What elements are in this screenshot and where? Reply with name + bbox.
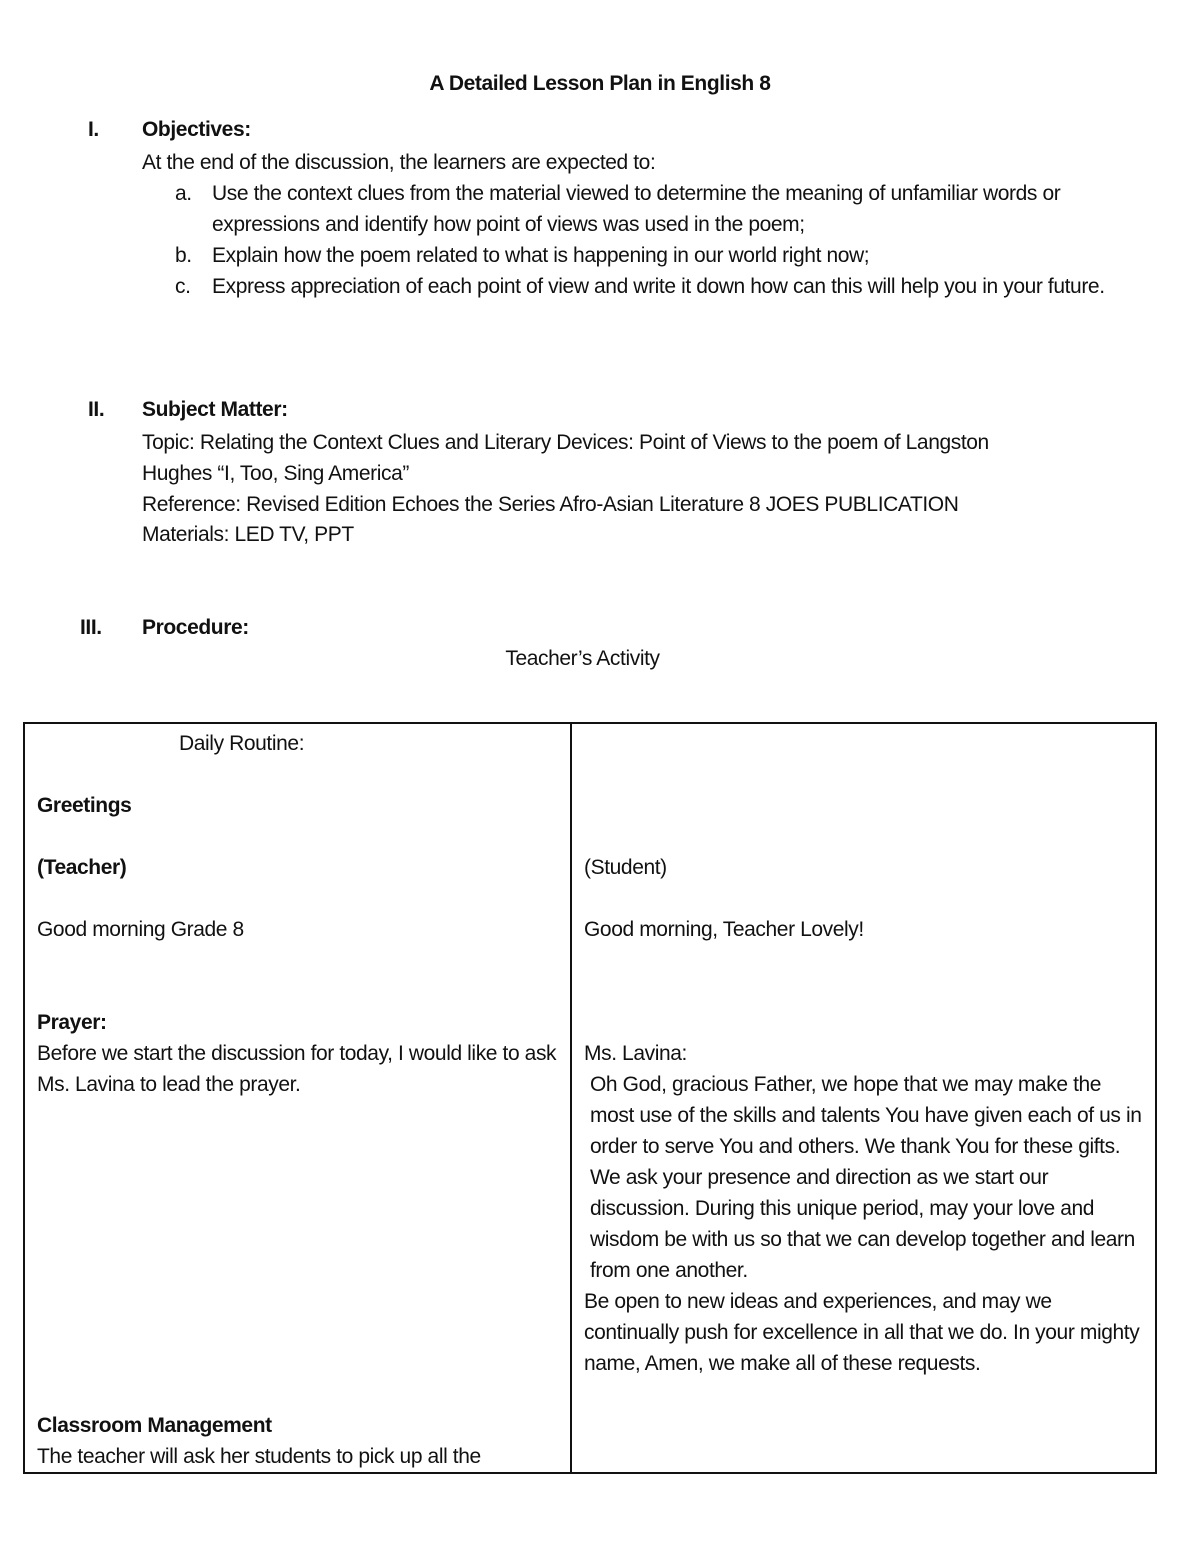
teachers-activity-label: Teacher’s Activity [505, 647, 660, 670]
objectives-intro: At the end of the discussion, the learners are expected to: [142, 151, 656, 174]
student-label: (Student) [584, 856, 667, 879]
topic-line-continued: Hughes “I, Too, Sing America” [142, 462, 409, 485]
procedure-heading: Procedure: [142, 616, 249, 639]
objectives-heading: Objectives: [142, 118, 251, 141]
student-column [571, 723, 1156, 1473]
prayer-teacher-text: Before we start the discussion for today, I would like to ask Ms. Lavina to lead the prayer. [37, 1042, 557, 1096]
materials-line: Materials: LED TV, PPT [142, 523, 354, 546]
objective-text: Use the context clues from the material viewed to determine the meaning of unfamiliar words or expressions and identify how point of views was used in the poem; [212, 182, 1061, 236]
document-title: A Detailed Lesson Plan in English 8 [429, 72, 771, 95]
reference-line: Reference: Revised Edition Echoes the Series Afro-Asian Literature 8 JOES PUBLICATION [142, 493, 959, 516]
teacher-label: (Teacher) [37, 856, 127, 879]
objective-letter: b. [175, 244, 192, 267]
classroom-management-heading: Classroom Management [37, 1414, 272, 1437]
objective-text: Express appreciation of each point of view and write it down how can this will help you in your future. [212, 275, 1105, 298]
objective-text: Explain how the poem related to what is happening in our world right now; [212, 244, 870, 267]
objective-letter: c. [175, 275, 191, 298]
prayer-student-text-continued: Be open to new ideas and experiences, and may we continually push for excellence in all that we do. In your mighty name, Amen, we make all of these requests. [584, 1290, 1140, 1375]
activity-table [23, 722, 1157, 1474]
objective-letter: a. [175, 182, 192, 205]
topic-line: Topic: Relating the Context Clues and Literary Devices: Point of Views to the poem of Langston [142, 431, 989, 454]
procedure-number: III. [80, 616, 102, 639]
greetings-heading: Greetings [37, 794, 132, 817]
prayer-student-name: Ms. Lavina: [584, 1042, 687, 1065]
prayer-student-text: Oh God, gracious Father, we hope that we may make the most use of the skills and talents You have given each of us in order to serve You and others. We thank You for these gifts. We ask your presence and direction as we start our discussion. During this unique period, may your love and wisdom be with us so that we can develop together and learn from one another. [590, 1073, 1142, 1282]
objectives-number: I. [88, 118, 99, 141]
teacher-greeting: Good morning Grade 8 [37, 918, 244, 941]
prayer-heading: Prayer: [37, 1011, 107, 1034]
classroom-management-text: The teacher will ask her students to pick up all the [37, 1445, 481, 1468]
student-greeting: Good morning, Teacher Lovely! [584, 918, 864, 941]
teacher-column [24, 723, 571, 1473]
subject-matter-number: II. [88, 398, 105, 421]
daily-routine-label: Daily Routine: [179, 732, 305, 755]
subject-matter-heading: Subject Matter: [142, 398, 288, 421]
